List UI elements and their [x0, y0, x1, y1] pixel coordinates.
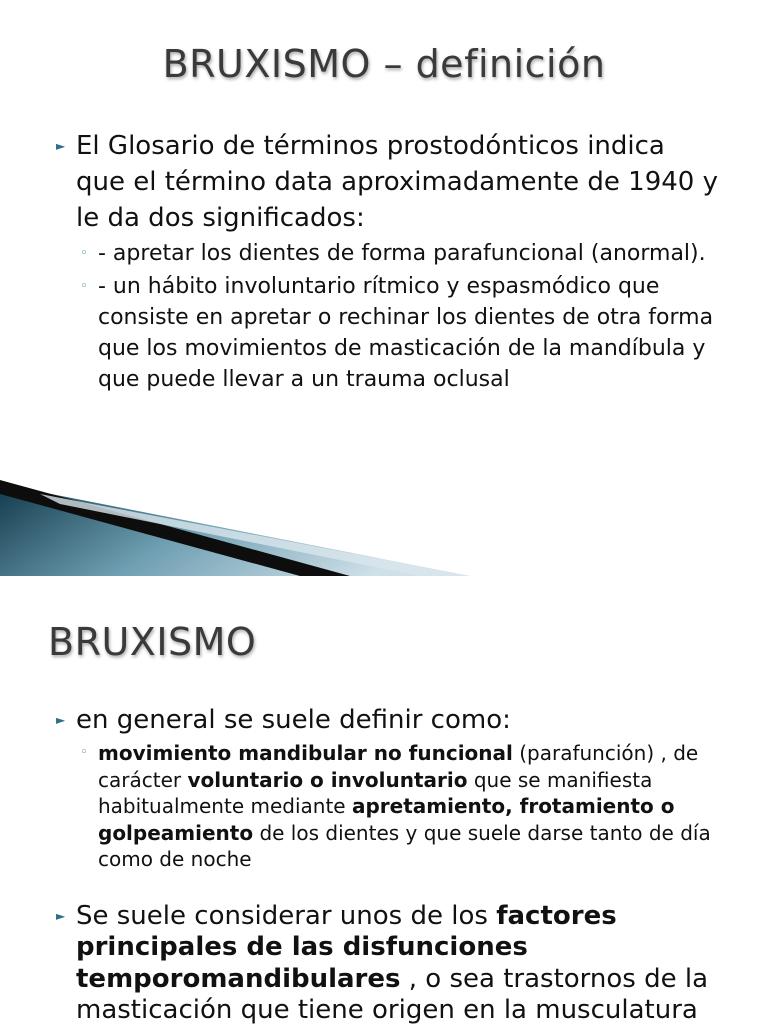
bold-text: apretamiento, frotamiento o golpeamiento [98, 794, 675, 845]
plain-text: de los dientes y que suele darse tanto de día como de noche [98, 820, 711, 871]
decorative-swoosh [0, 470, 470, 576]
bullet-item [56, 702, 722, 738]
triangle-bullet-icon: ► [56, 713, 66, 727]
slide-2 [0, 576, 768, 1024]
slide-1-title: BRUXISMO – definición [162, 42, 606, 86]
triangle-bullet-icon: ► [56, 139, 66, 153]
circle-bullet-icon: ◦ [80, 246, 88, 261]
bullet-item [56, 128, 722, 236]
bullet-item [56, 901, 722, 1024]
swoosh-fill [0, 484, 470, 576]
circle-bullet-icon: ◦ [80, 279, 88, 294]
bold-text: movimiento mandibular no funcional [98, 741, 513, 765]
slide-2-bullet-list [56, 702, 722, 1024]
plain-text: que se manifiesta habitualmente mediante [98, 767, 653, 818]
bullet-text: El Glosario de términos prostodónticos indica que el término data aproximadamente de 1940 y le da dos significados: [76, 131, 718, 233]
sub-bullet-text: - apretar los dientes de forma parafuncional (anormal). [98, 241, 706, 266]
bullet-text: en general se suele definir como: [76, 705, 511, 735]
sub-bullet-item [56, 271, 722, 395]
bold-text: factores principales de las disfunciones temporomandibulares [76, 900, 617, 994]
plain-text: Se suele considerar unos de los [76, 900, 497, 931]
sub-bullet-item [56, 740, 722, 873]
circle-bullet-icon: ◦ [80, 745, 88, 760]
bold-text: voluntario o involuntario [187, 767, 468, 792]
triangle-bullet-icon: ► [56, 908, 66, 923]
sub-bullet-item [56, 238, 722, 269]
plain-text: , o sea trastornos de la masticación que tiene origen en la musculatura [76, 963, 709, 1024]
plain-text: (parafunción) , de carácter [98, 741, 699, 792]
slide-2-title: BRUXISMO [48, 620, 257, 664]
sub-bullet-text: - un hábito involuntario rítmico y espasmódico que consiste en apretar o rechinar los dientes de otra forma que los movimientos de masticación de la mandíbula y que puede llevar a un trauma oclusal [98, 274, 714, 392]
slide-1-bullet-list [56, 128, 722, 395]
